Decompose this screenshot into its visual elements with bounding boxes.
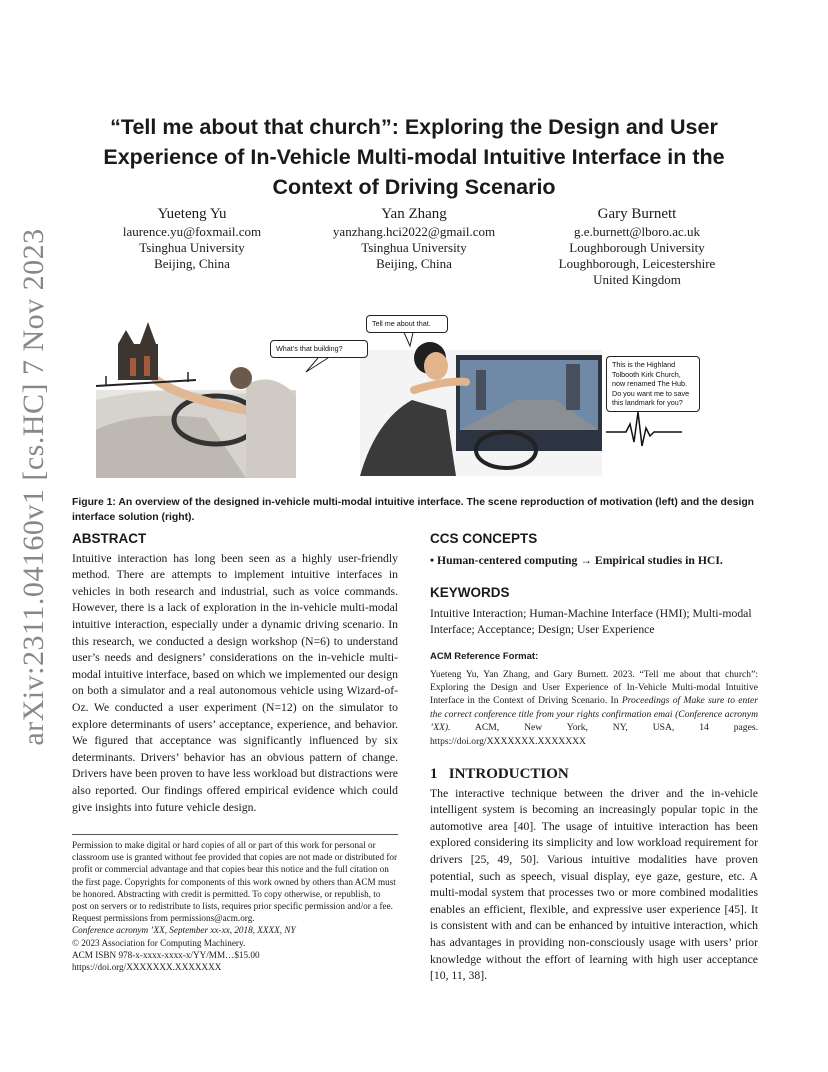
doi-link[interactable]: https://doi.org/XXXXXXX.XXXXXXX: [72, 962, 222, 973]
copyright-line: © 2023 Association for Computing Machinery.: [72, 937, 246, 948]
arxiv-stamp: [4, 228, 64, 746]
author-email[interactable]: laurence.yu@foxmail.com: [122, 224, 262, 239]
permission-block: [72, 839, 398, 973]
permission-text: Permission to make digital or hard copies of all or part of this work for personal or classroom use is granted without fee provided that copies are not made or distributed for profit or commercial advantage and that copies bear this notice and the full citation on the first page. Copyrights for components of this work owned by others than ACM must be honored. Abstracting with credit is permitted. To copy otherwise, or republish, to post on servers or to redistribute to lists, requires prior specific permission and/or a fee. Request permissions from permissions@acm.org.: [72, 840, 398, 924]
right-column: [430, 531, 758, 985]
author-location: Loughborough, Leicestershire: [558, 256, 716, 271]
ccs-text: • Human-centered computing → Empirical studies in HCI.: [430, 553, 723, 567]
abstract-section: [72, 531, 398, 816]
left-scene: [96, 322, 296, 478]
speech-bubble-right: This is the Highland Tolbooth Kirk Church, now renamed The Hub. Do you want me to save this landmark for you?: [606, 356, 700, 412]
author-location: Beijing, China: [154, 256, 230, 271]
keywords-heading: KEYWORDS: [430, 585, 510, 601]
acm-ref-heading: ACM Reference Format:: [430, 650, 539, 662]
ccs-heading: CCS CONCEPTS: [430, 531, 538, 546]
keywords-text: Intuitive Interaction; Human-Machine Interface (HMI); Multi-modal Interface; Acceptance; Design; User Experience: [430, 606, 752, 637]
acm-ref-end: ACM, New York, NY, USA, 14 pages. https://doi.org/XXXXXXX.XXXXXXX: [430, 722, 758, 747]
author-affiliation: Tsinghua University: [139, 240, 245, 255]
paper-title: “Tell me about that church”: Exploring the Design and User Experience of In-Vehicle Multi-modal Intuitive Interface in the Context of Driving Scenario: [103, 115, 725, 199]
acm-ref-plain: Yueteng Yu, Yan Zhang, and Gary Burnett. 2023. “Tell me about that church”: Exploring the Design and User Experience of In-Vehicle Multi-modal Intuitive Interface in the Context of Driving Scenario. In: [430, 668, 758, 707]
author-block-2: [299, 204, 529, 272]
arxiv-stamp-text: arXiv:2311.04160v1 [cs.HC] 7 Nov 2023: [17, 228, 50, 746]
figure-caption: Figure 1: An overview of the designed in-vehicle multi-modal intuitive interface. The scene reproduction of motivation (left) and the design interface solution (right).: [72, 497, 755, 523]
author-name: Yan Zhang: [381, 206, 447, 222]
middle-scene: [360, 342, 602, 476]
intro-text: The interactive technique between the driver and the in-vehicle intelligent system is becoming an increasingly popular topic in the automotive area [40]. The usage of intuitive interaction has been explored considering its simplicity and low workload requirement for drivers [25, 49, 50]. Various intuitive modalities have proven potential, such as speech, visual display, eye gaze, gesture, etc. A multi-modal system that processes two or more combined modalities enables an efficient, flexible, and expressive user experience [45]. It is consistent with and can be enhanced by intuitive interaction, which has advantages in providing non-consciously usage with users’ prior knowledge without the effort of learning with high user acceptance [10, 11, 38].: [430, 786, 758, 983]
author-block-3: [522, 204, 752, 288]
author-country: United Kingdom: [593, 272, 681, 287]
abstract-text: Intuitive interaction has long been seen as a highly user-friendly method. There are attempts to implement intuitive interfaces in vehicles in both research and industrial, such as voice commands. However, there is a lack of exploration in the in-vehicle multi-modal intuitive interaction, especially under a dynamic driving scenario. In this research, we conducted a design workshop (N=6) to understand user’s needs and designers’ considerations on the in-vehicle multi-modal intuitive interface, based on which we implemented our design on both a simulator and a real autonomous vehicle using Wizard-of-Oz. We conducted a user experiment (N=12) on the simulator to explore determinants of users’ acceptance, experience, and behavior. We figured that acceptance was significantly influenced by six determinants. Drivers’ behavior has an obvious pattern of change. Drivers have been proven to have less workload but distractions were also reported. Our findings offered empirical evidence which could give insights into future vehicle design.: [72, 551, 398, 814]
isbn-line: ACM ISBN 978-x-xxxx-xxxx-x/YY/MM…$15.00: [72, 949, 260, 960]
acm-ref-text: [430, 668, 758, 748]
author-affiliation: Tsinghua University: [361, 240, 467, 255]
acm-ref-italic: Proceedings of Make sure to enter the correct conference title from your rights confirmation emai (Conference acronym ’XX).: [430, 695, 758, 734]
author-affiliation: Loughborough University: [569, 240, 705, 255]
intro-heading: 1 INTRODUCTION: [430, 766, 569, 782]
author-location: Beijing, China: [376, 256, 452, 271]
speech-bubble-left: What’s that building?: [270, 340, 368, 358]
abstract-heading: ABSTRACT: [72, 531, 147, 546]
author-block-1: [77, 204, 307, 272]
author-name: Yueteng Yu: [157, 206, 227, 222]
author-email[interactable]: g.e.burnett@lboro.ac.uk: [573, 224, 701, 239]
conference-line: Conference acronym ’XX, September xx-xx, 2018, XXXX, NY: [72, 925, 296, 936]
speech-bubble-middle: Tell me about that.: [366, 315, 448, 333]
author-name: Gary Burnett: [597, 206, 677, 222]
footnote-rule: [72, 834, 398, 835]
author-email[interactable]: yanzhang.hci2022@gmail.com: [332, 224, 496, 239]
figure-1: [96, 300, 700, 480]
voice-waveform-icon: [606, 412, 682, 446]
